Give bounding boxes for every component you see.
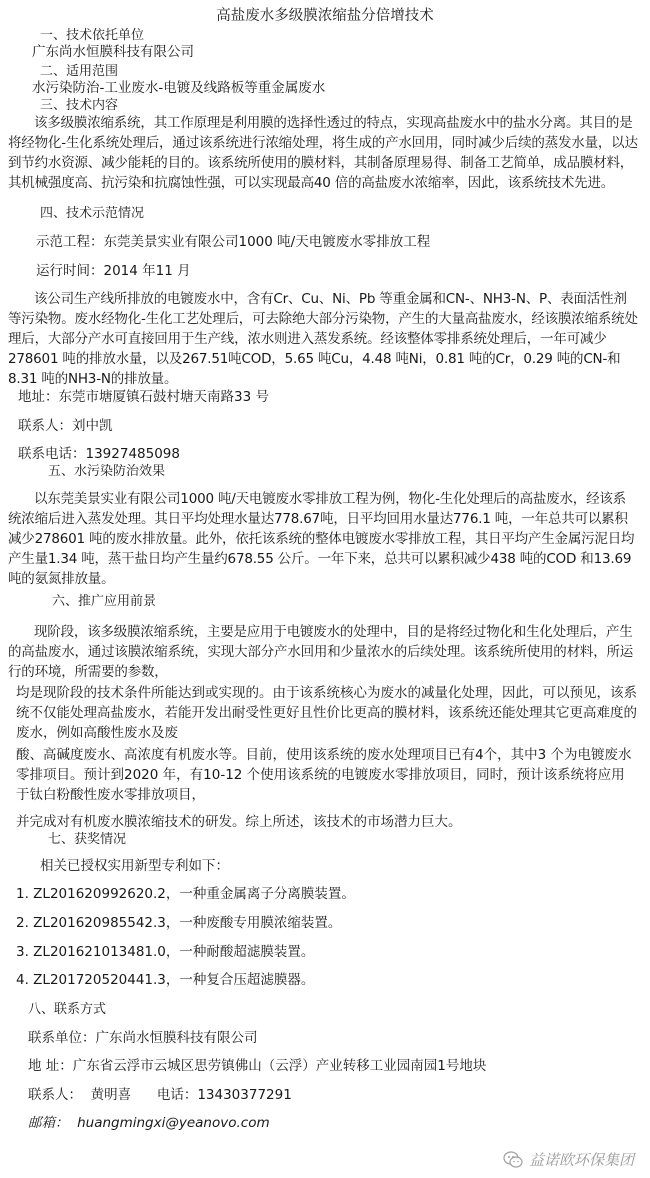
section-2-body: 水污染防治-工业废水-电镀及线路板等重金属废水 [32,80,326,96]
patents-intro: 相关已授权实用新型专利如下： [40,858,229,874]
section-6-p2: 均是现阶段的技术条件所能达到或实现的。由于该系统核心为废水的减量化处理，因此，可以预见，该系统不仅能处理高盐废水，若能开发出耐受性更好且性价比更高的膜材料，该系统还能处理其它更高难度的废水，例如高酸性废水及废 [16,685,637,741]
patent-item: 1. ZL201620992620.2，一种重金属离子分离膜装置。 [16,886,355,902]
section-2-heading: 二、适用范围 [40,64,119,79]
demo-address: 地址：东莞市塘厦镇石鼓村塘天南路33 号 [18,389,269,405]
section-5-body: 以东莞美景实业有限公司1000 吨/天电镀废水零排放工程为例，物化-生化处理后的高盐废水，经该系统浓缩后进入蒸发处理。其日平均处理水量达778.67吨，日平均回用水量达776.1 吨，一年总共可以累积减少278601 吨的废水排放量。此外，依托该系统的整体电镀废水零排放工程，其日平均产生金属污泥日均产生量1.34 吨，蒸干盐日均产生量约678.55 公斤。一年下来，总共可以累积减少438 吨的COD 和13.69 吨的氨氮排放量。 [8,491,635,587]
demo-phone: 联系电话：13927485098 [18,446,180,462]
section-6-heading: 六、推广应用前景 [52,594,157,609]
patent-item: 4. ZL201720520441.3，一种复合压超滤膜器。 [16,972,315,988]
watermark [503,1149,634,1170]
contact-person: 联系人： 黄明喜 电话：13430377291 [28,1087,292,1103]
watermark-text: 益诺欧环保集团 [528,1151,634,1169]
section-1-body: 广东尚水恒膜科技有限公司 [32,44,194,60]
section-4-body: 该公司生产线所排放的电镀废水中，含有Cr、Cu、Ni、Pb 等重金属和CN-、NH3-N、P、表面活性剂等污染物。废水经物化-生化工艺处理后，可去除绝大部分污染物，产生的大量高盐废水，经该膜浓缩系统处理后，大部分产水可直接回用于生产线，浓水则进入蒸发系统。经该整体零排系统处理后，一年可减少278601 吨的排放水量，以及267.51吨COD，5.65 吨Cu，4.48 吨Ni，0.81 吨的Cr，0.29 吨的CN-和8.31 吨的NH3-N的排放量。 [8,291,638,387]
contact-email: 邮箱： huangmingxi@yeanovo.com [28,1115,270,1131]
section-3-heading: 三、技术内容 [40,98,119,113]
contact-address: 地 址：广东省云浮市云城区思劳镇佛山（云浮）产业转移工业园南园1号地块 [28,1058,487,1074]
section-6-p3: 酸、高碱度废水、高浓度有机废水等。目前，使用该系统的废水处理项目已有4个，其中3 个为电镀废水零排项目。预计到2020 年，有10-12 个使用该系统的电镀废水零排放项目，同时，预计该系统将应用于钛白粉酸性废水零排放项目， [16,747,632,803]
contact-unit: 联系单位：广东尚水恒膜科技有限公司 [28,1030,258,1046]
section-8-heading: 八、联系方式 [28,1002,107,1017]
demo-contact: 联系人：刘中凯 [18,418,113,434]
section-3-body: 该多级膜浓缩系统，其工作原理是利用膜的选择性透过的特点，实现高盐废水中的盐水分离。其目的是将经物化-生化系统处理后，通过该系统进行浓缩处理，将生成的产水回用，同时减少后续的蒸发水量，以达到节约水资源、减少能耗的目的。该系统所使用的膜材料，其制备原理易得、制备工艺简单，成品膜材料，其机械强度高、抗污染和抗腐蚀性强，可以实现最高40 倍的高盐废水浓缩率，因此，该系统技术先进。 [8,115,638,191]
patent-item: 2. ZL201620985542.3，一种废酸专用膜浓缩装置。 [16,915,342,931]
section-5-heading: 五、水污染防治效果 [48,464,166,479]
section-6-p4: 并完成对有机废水膜浓缩技术的研发。综上所述，该技术的市场潜力巨大。 [16,814,462,830]
run-time: 运行时间：2014 年11 月 [36,263,191,279]
section-7-heading: 七、获奖情况 [48,832,127,847]
demo-project: 示范工程：东莞美景实业有限公司1000 吨/天电镀废水零排放工程 [36,234,431,250]
section-4-heading: 四、技术示范情况 [40,206,145,221]
section-1-heading: 一、技术依托单位 [40,28,145,43]
wechat-icon [503,1150,523,1170]
section-6-p1: 现阶段，该多级膜浓缩系统，主要是应用于电镀废水的处理中，目的是将经过物化和生化处理后，产生的高盐废水，通过该膜浓缩系统，实现大部分产水回用和少量浓水的后续处理。该系统所使用的材料，所运行的环境，所需要的参数， [8,624,634,680]
patent-item: 3. ZL201621013481.0，一种耐酸超滤膜装置。 [16,944,315,960]
page-title: 高盐废水多级膜浓缩盐分倍增技术 [216,8,434,24]
